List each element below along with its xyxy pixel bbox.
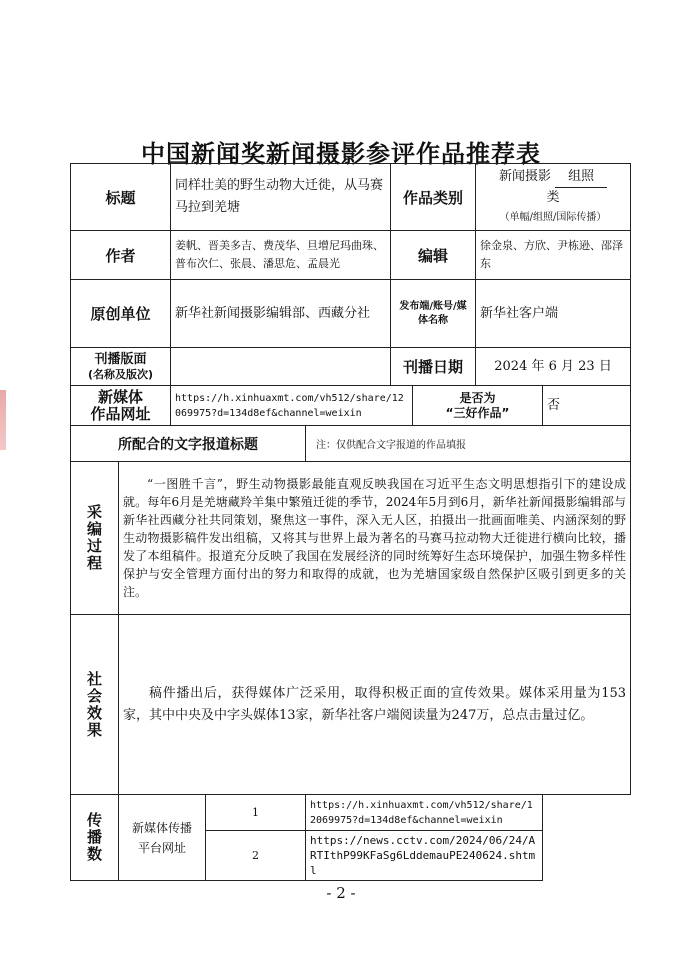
headline-label: 标题 <box>71 164 171 231</box>
url-label-line2: 作品网址 <box>90 404 151 423</box>
three-good-label-line2: “三好作品” <box>445 405 510 420</box>
category-note: （单幅/组照/国际传播） <box>499 211 607 223</box>
spread-label-cell <box>71 795 119 881</box>
author-value: 姜帆、晋美多吉、费茂华、旦增尼玛曲珠、普布次仁、张晨、潘思危、孟晨光 <box>171 231 391 280</box>
headline-value: 同样壮美的野生动物大迁徙，从马赛马拉到羌塘 <box>171 164 391 231</box>
unit-value: 新华社新闻摄影编辑部、西藏分社 <box>171 280 391 348</box>
spread-item-url[interactable]: https://h.xinhuaxmt.com/vh512/share/12069975?d=134d8ef&channel=weixin <box>306 795 543 831</box>
page-number: - 2 - <box>326 884 356 902</box>
process-label-cell <box>71 462 119 615</box>
layout-label: 刊播版面 <box>94 351 147 367</box>
author-label: 作者 <box>71 231 171 280</box>
spread-label-char: 播 <box>86 828 102 846</box>
effect-label-char: 社 <box>86 669 102 688</box>
url-label-cell <box>71 386 171 426</box>
spread-label-char: 传 <box>86 811 102 829</box>
category-cell <box>476 164 631 231</box>
text-report-label: 所配合的文字报道标题 <box>71 426 306 462</box>
effect-label-cell <box>71 615 119 795</box>
process-label-char: 编 <box>86 520 102 538</box>
category-suffix: 类 <box>546 189 560 205</box>
layout-label-cell <box>71 348 171 386</box>
date-label: 刊播日期 <box>391 348 476 386</box>
publisher-label: 发布端/账号/媒体名称 <box>391 280 476 348</box>
three-good-value: 否 <box>543 386 631 426</box>
category-label: 作品类别 <box>391 164 476 231</box>
process-label-char: 过 <box>86 537 102 555</box>
process-label-char: 程 <box>86 554 102 572</box>
publisher-value: 新华社客户端 <box>476 280 631 348</box>
spread-platform-label: 新媒体传播平台网址 <box>119 795 206 881</box>
url-value[interactable]: https://h.xinhuaxmt.com/vh512/share/12069975?d=134d8ef&channel=weixin <box>171 386 413 426</box>
effect-label-char: 果 <box>86 720 102 739</box>
page-title: 中国新闻奖新闻摄影参评作品推荐表 <box>141 140 541 168</box>
editor-value: 徐金泉、方欣、尹栋逊、邵泽东 <box>476 231 631 280</box>
process-label-char: 采 <box>86 503 102 521</box>
effect-label-char: 会 <box>86 686 102 705</box>
spread-label-char: 数 <box>86 845 102 863</box>
three-good-label-line1: 是否为 <box>459 390 496 405</box>
spread-item-number: 1 <box>206 795 306 831</box>
editor-label: 编辑 <box>391 231 476 280</box>
date-value: 2024 年 6 月 23 日 <box>476 348 631 386</box>
effect-label-char: 效 <box>86 703 102 722</box>
three-good-label-cell <box>413 386 543 426</box>
layout-sub-label: (名称及版次) <box>87 367 154 381</box>
url-label-line1: 新媒体 <box>98 387 144 406</box>
spread-item-number: 2 <box>206 831 306 881</box>
spread-item-url[interactable]: https://news.cctv.com/2024/06/24/ARTIthP99KFaSg6LddemauPE240624.shtml <box>306 831 543 881</box>
category-selected: 组照 <box>555 167 607 188</box>
edge-stamp-mark <box>0 390 6 450</box>
layout-value <box>171 348 391 386</box>
text-report-note: 注：仅供配合文字报道的作品填报 <box>306 426 631 462</box>
unit-label: 原创单位 <box>71 280 171 348</box>
effect-body: 稿件播出后，获得媒体广泛采用，取得积极正面的宣传效果。媒体采用量为153家，其中中央及中字头媒体13家，新华社客户端阅读量为247万，总点击量过亿。 <box>119 615 631 795</box>
category-prefix: 新闻摄影 <box>498 168 551 184</box>
process-body: “一图胜千言”，野生动物摄影最能直观反映我国在习近平生态文明思想指引下的建设成就。每年6月是羌塘藏羚羊集中繁殖迁徙的季节，2024年5月到6月，新华社新闻摄影编辑部与新华社西藏分社共同策划，聚焦这一事件，深入无人区，拍摄出一批画面唯美、内涵深刻的野生动物摄影稿件发出组稿，又将其与世界上最为著名的马赛马拉动物大迁徙进行横向比较，播发了本组稿件。报道充分反映了我国在发展经济的同时统筹好生态环境保护，加强生物多样性保护与安全管理方面付出的努力和取得的成就，也为羌塘国家级自然保护区吸引到更多的关注。 <box>119 462 631 615</box>
nomination-form-table <box>70 163 631 881</box>
